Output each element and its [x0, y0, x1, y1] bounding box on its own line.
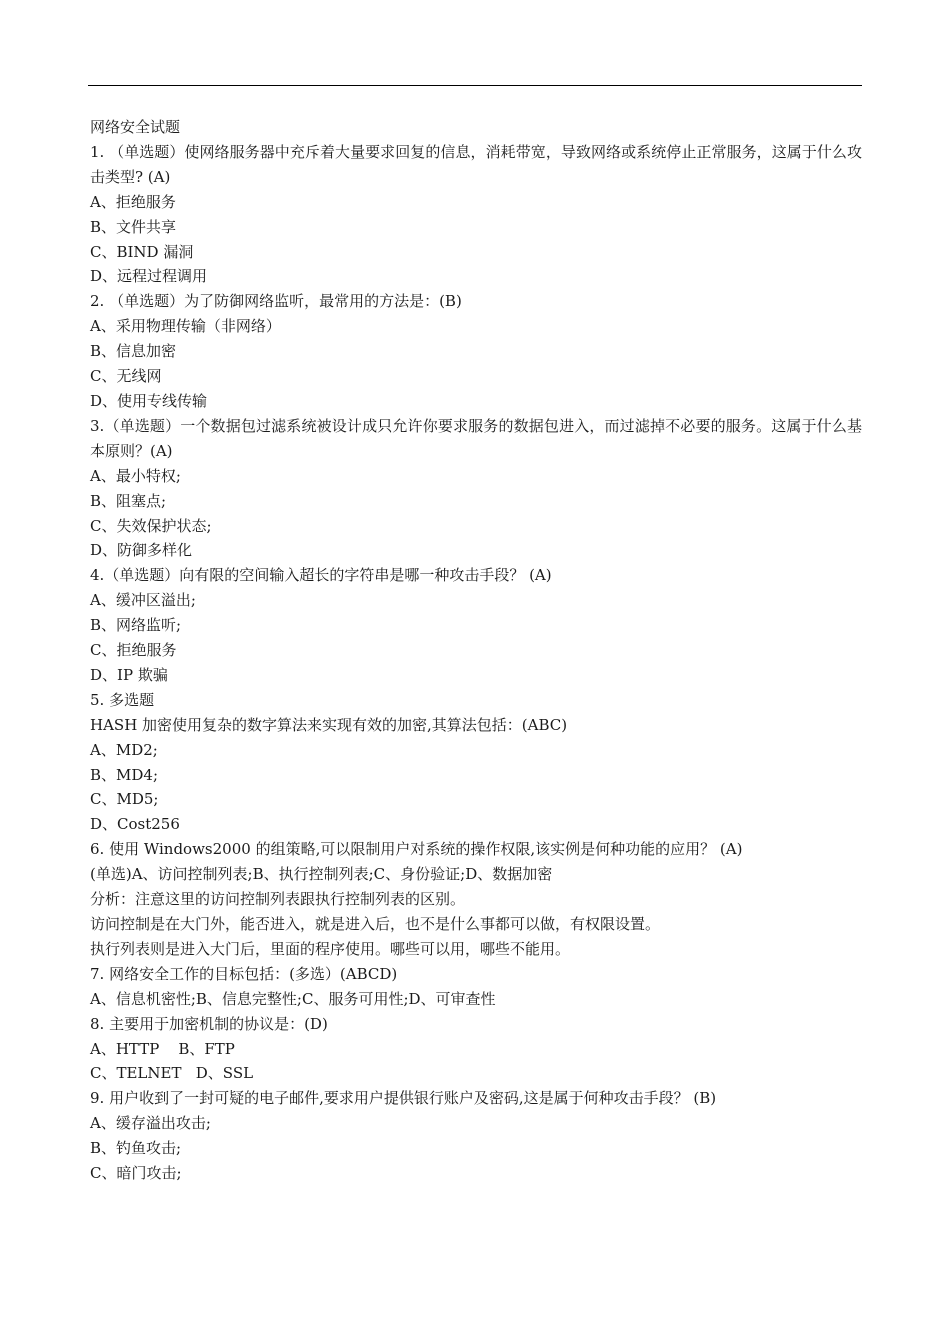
question-7: 7. 网络安全工作的目标包括：(多选）(ABCD) — [90, 964, 398, 983]
option-line: C、BIND 漏洞 — [90, 242, 194, 261]
option-line: C、拒绝服务 — [90, 641, 177, 660]
option-line: D、防御多样化 — [90, 541, 193, 560]
question-3: 3.（单选题）一个数据包过滤系统被设计成只允许你要求服务的数据包进入，而过滤掉不必要的服务。这属于什么基本原则？(A) — [90, 416, 862, 460]
option-line: D、Cost256 — [90, 815, 180, 834]
option-line: A、HTTP B、FTP — [90, 1039, 235, 1058]
option-line: D、远程过程调用 — [90, 267, 208, 286]
analysis-line: 分析：注意这里的访问控制列表跟执行控制列表的区别。 — [90, 890, 466, 909]
option-line: D、IP 欺骗 — [90, 665, 168, 684]
option-line: C、暗门攻击; — [90, 1164, 182, 1183]
question-6: 6. 使用 Windows2000 的组策略,可以限制用户对系统的操作权限,该实例是何种功能的应用？ (A) — [90, 840, 743, 859]
question-4: 4.（单选题）向有限的空间输入超长的字符串是哪一种攻击手段？ (A) — [90, 566, 552, 585]
option-line: C、MD5; — [90, 790, 159, 809]
question-5: 5. 多选题 — [90, 690, 155, 709]
document-body — [90, 115, 862, 1186]
question-2: 2. （单选题）为了防御网络监听，最常用的方法是：(B) — [90, 292, 462, 311]
question-8: 8. 主要用于加密机制的协议是：(D) — [90, 1014, 328, 1033]
option-line: B、文件共享 — [90, 217, 177, 236]
option-line: A、拒绝服务 — [90, 192, 176, 211]
option-line: B、信息加密 — [90, 342, 177, 361]
option-line: C、TELNET D、SSL — [90, 1064, 254, 1083]
option-line: A、缓存溢出攻击; — [90, 1114, 211, 1133]
header-rule — [88, 85, 862, 86]
option-line: B、MD4; — [90, 765, 159, 784]
option-line: A、信息机密性;B、信息完整性;C、服务可用性;D、可审查性 — [90, 989, 496, 1008]
option-line: D、使用专线传输 — [90, 391, 208, 410]
analysis-line: 执行列表则是进入大门后，里面的程序使用。哪些可以用，哪些不能用。 — [90, 939, 571, 958]
option-line: C、失效保护状态; — [90, 516, 212, 535]
option-line: A、缓冲区溢出; — [90, 591, 196, 610]
option-line: B、钓鱼攻击; — [90, 1139, 182, 1158]
analysis-line: 访问控制是在大门外，能否进入，就是进入后，也不是什么事都可以做，有权限设置。 — [90, 915, 661, 933]
option-line: B、网络监听; — [90, 616, 182, 635]
option-line: A、采用物理传输（非网络） — [90, 317, 281, 336]
question-9: 9. 用户收到了一封可疑的电子邮件,要求用户提供银行账户及密码,这是属于何种攻击手段？ (B) — [90, 1089, 717, 1108]
option-line: A、MD2; — [90, 740, 158, 759]
question-1: 1. （单选题）使网络服务器中充斥着大量要求回复的信息，消耗带宽，导致网络或系统停止正常服务，这属于什么攻击类型? (A) — [90, 142, 862, 186]
option-line: B、阻塞点; — [90, 491, 167, 510]
option-line: (单选)A、访问控制列表;B、执行控制列表;C、身份验证;D、数据加密 — [90, 865, 553, 884]
document-title: 网络安全试题 — [90, 118, 181, 136]
option-line: C、无线网 — [90, 367, 162, 386]
option-line: A、最小特权; — [90, 466, 181, 485]
question-5-text: HASH 加密使用复杂的数字算法来实现有效的加密,其算法包括：(ABC) — [90, 715, 568, 734]
